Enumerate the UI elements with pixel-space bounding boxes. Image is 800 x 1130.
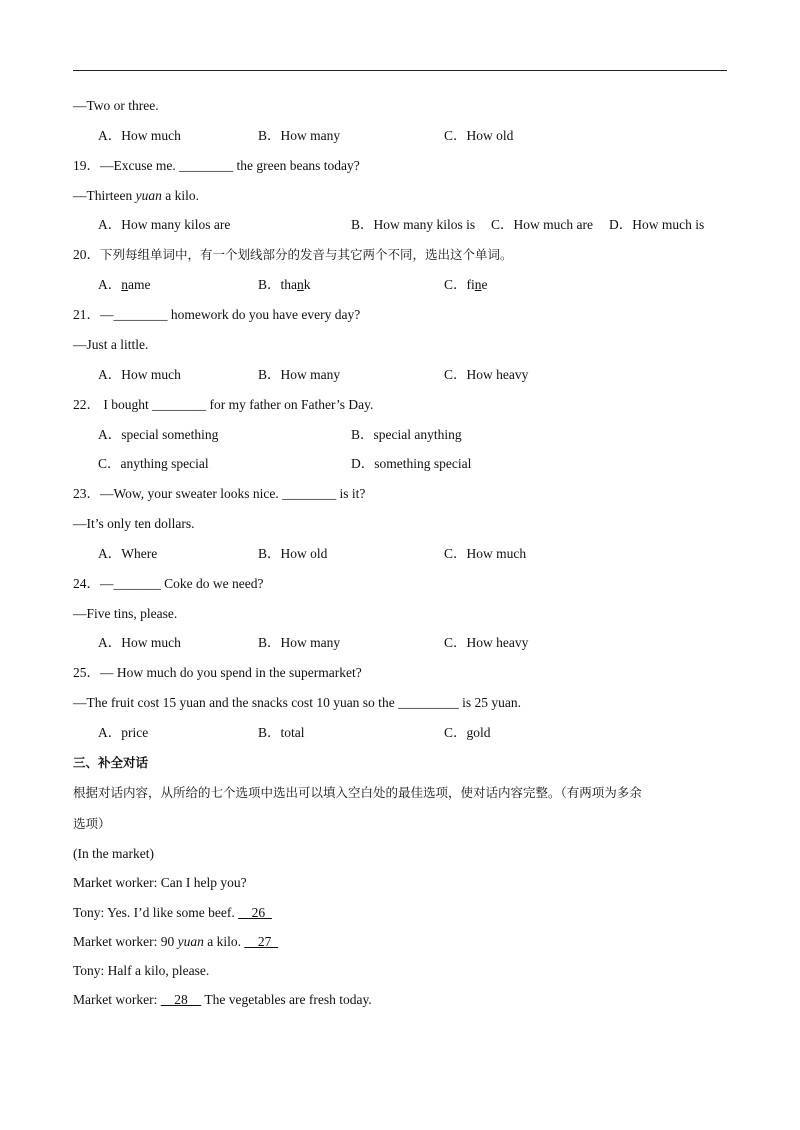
q20-question <box>73 246 513 264</box>
q24-option-a[interactable]: A．How much <box>98 635 181 650</box>
q24-number: 24． <box>73 576 100 591</box>
word-part: tha <box>280 277 298 292</box>
dialogue-line-3 <box>73 933 278 951</box>
q23-option-c[interactable]: C．How much <box>444 546 527 561</box>
q25-number: 25． <box>73 665 100 680</box>
q20-stem: 下列每组单词中，有一个划线部分的发音与其它两个不同，选出这个单词。 <box>100 247 513 262</box>
q23-question <box>73 485 365 503</box>
q21-answer: —Just a little. <box>73 337 149 352</box>
q21-option-c[interactable]: C．How heavy <box>444 367 529 382</box>
q24-answer: —Five tins, please. <box>73 606 178 621</box>
q19-option-a[interactable]: A．How many kilos are <box>98 217 231 232</box>
q22-option-b[interactable]: B．special anything <box>351 427 462 442</box>
option-label: A． <box>98 277 122 292</box>
q20-option-a[interactable] <box>98 276 151 294</box>
q25-option-c[interactable]: C．gold <box>444 725 491 740</box>
q22-option-d[interactable]: D．something special <box>351 456 472 471</box>
q25-answer: —The fruit cost 15 yuan and the snacks cost 10 yuan so the _________ is 25 yuan. <box>73 695 522 710</box>
q25-option-b[interactable]: B．total <box>258 725 305 740</box>
dialogue-text: The vegetables are fresh today. <box>201 992 372 1007</box>
q22-stem: I bought ________ for my father on Father’s Day. <box>100 397 374 412</box>
q19-option-b[interactable]: B．How many kilos is <box>351 217 476 232</box>
dialogue-text: Market worker: 90 <box>73 934 178 949</box>
underlined-letter: n <box>474 277 482 292</box>
q22-option-a[interactable]: A．special something <box>98 427 219 442</box>
word-part: ame <box>128 277 151 292</box>
blank-26[interactable]: 26 <box>238 905 272 920</box>
q24-stem: —_______ Coke do we need? <box>100 576 264 591</box>
dialogue-text: a kilo. <box>203 934 245 949</box>
q25-question <box>73 664 362 682</box>
q21-stem: —________ homework do you have every day? <box>100 307 361 322</box>
header-rule <box>73 70 727 71</box>
q19-answer <box>73 187 199 205</box>
dialogue-text: Market worker: <box>73 992 161 1007</box>
q19-option-c[interactable]: C．How much are <box>491 217 593 232</box>
q25-stem: — How much do you spend in the supermarket? <box>100 665 362 680</box>
blank-28[interactable]: 28 <box>160 992 202 1007</box>
option-label: C． <box>444 277 467 292</box>
option-label: B． <box>258 277 281 292</box>
word-part: k <box>303 277 311 292</box>
q23-answer: —It’s only ten dollars. <box>73 516 195 531</box>
q23-number: 23． <box>73 486 100 501</box>
dialogue-setting: (In the market) <box>73 846 154 861</box>
dialogue-line-1: Market worker: Can I help you? <box>73 875 247 890</box>
dialogue-line-4: Tony: Half a kilo, please. <box>73 963 210 978</box>
q19-number: 19． <box>73 158 100 173</box>
q25-option-a[interactable]: A．price <box>98 725 149 740</box>
q18-option-c[interactable]: C．How old <box>444 128 514 143</box>
word-part: e <box>481 277 488 292</box>
q20-option-c[interactable] <box>444 276 488 294</box>
q19-question <box>73 157 360 175</box>
q19-answer-pre: —Thirteen <box>73 188 136 203</box>
q21-option-a[interactable]: A．How much <box>98 367 181 382</box>
dialogue-yuan: yuan <box>177 934 204 949</box>
q21-option-b[interactable]: B．How many <box>258 367 341 382</box>
word-part: fi <box>466 277 475 292</box>
q19-option-d[interactable]: D．How much is <box>609 217 705 232</box>
q21-question <box>73 306 360 324</box>
q24-option-b[interactable]: B．How many <box>258 635 341 650</box>
section-heading: 三、补全对话 <box>73 755 149 770</box>
q19-stem: —Excuse me. ________ the green beans today? <box>100 158 360 173</box>
section-instruction-cont: 选项） <box>73 816 111 831</box>
dialogue-line-5 <box>73 991 372 1009</box>
dialogue-line-2 <box>73 904 272 922</box>
q18-option-a[interactable]: A．How much <box>98 128 181 143</box>
q21-number: 21． <box>73 307 100 322</box>
blank-27[interactable]: 27 <box>244 934 279 949</box>
q19-answer-post: a kilo. <box>161 188 199 203</box>
underlined-letter: n <box>121 277 128 292</box>
q19-answer-yuan: yuan <box>135 188 162 203</box>
section-instruction: 根据对话内容，从所给的七个选项中选出可以填入空白处的最佳选项，使对话内容完整。（有两项为多余 <box>73 785 642 800</box>
q22-question <box>73 396 373 414</box>
q18-answer: —Two or three. <box>73 98 159 113</box>
q22-option-c[interactable]: C．anything special <box>98 456 209 471</box>
q24-option-c[interactable]: C．How heavy <box>444 635 529 650</box>
q23-stem: —Wow, your sweater looks nice. ________ is it? <box>100 486 366 501</box>
q22-number: 22． <box>73 397 100 412</box>
q18-option-b[interactable]: B．How many <box>258 128 341 143</box>
q23-option-b[interactable]: B．How old <box>258 546 328 561</box>
q20-number: 20． <box>73 247 100 262</box>
q20-option-b[interactable] <box>258 276 311 294</box>
dialogue-text: Tony: Yes. I’d like some beef. <box>73 905 239 920</box>
underlined-letter: n <box>297 277 304 292</box>
q23-option-a[interactable]: A．Where <box>98 546 158 561</box>
q24-question <box>73 575 263 593</box>
